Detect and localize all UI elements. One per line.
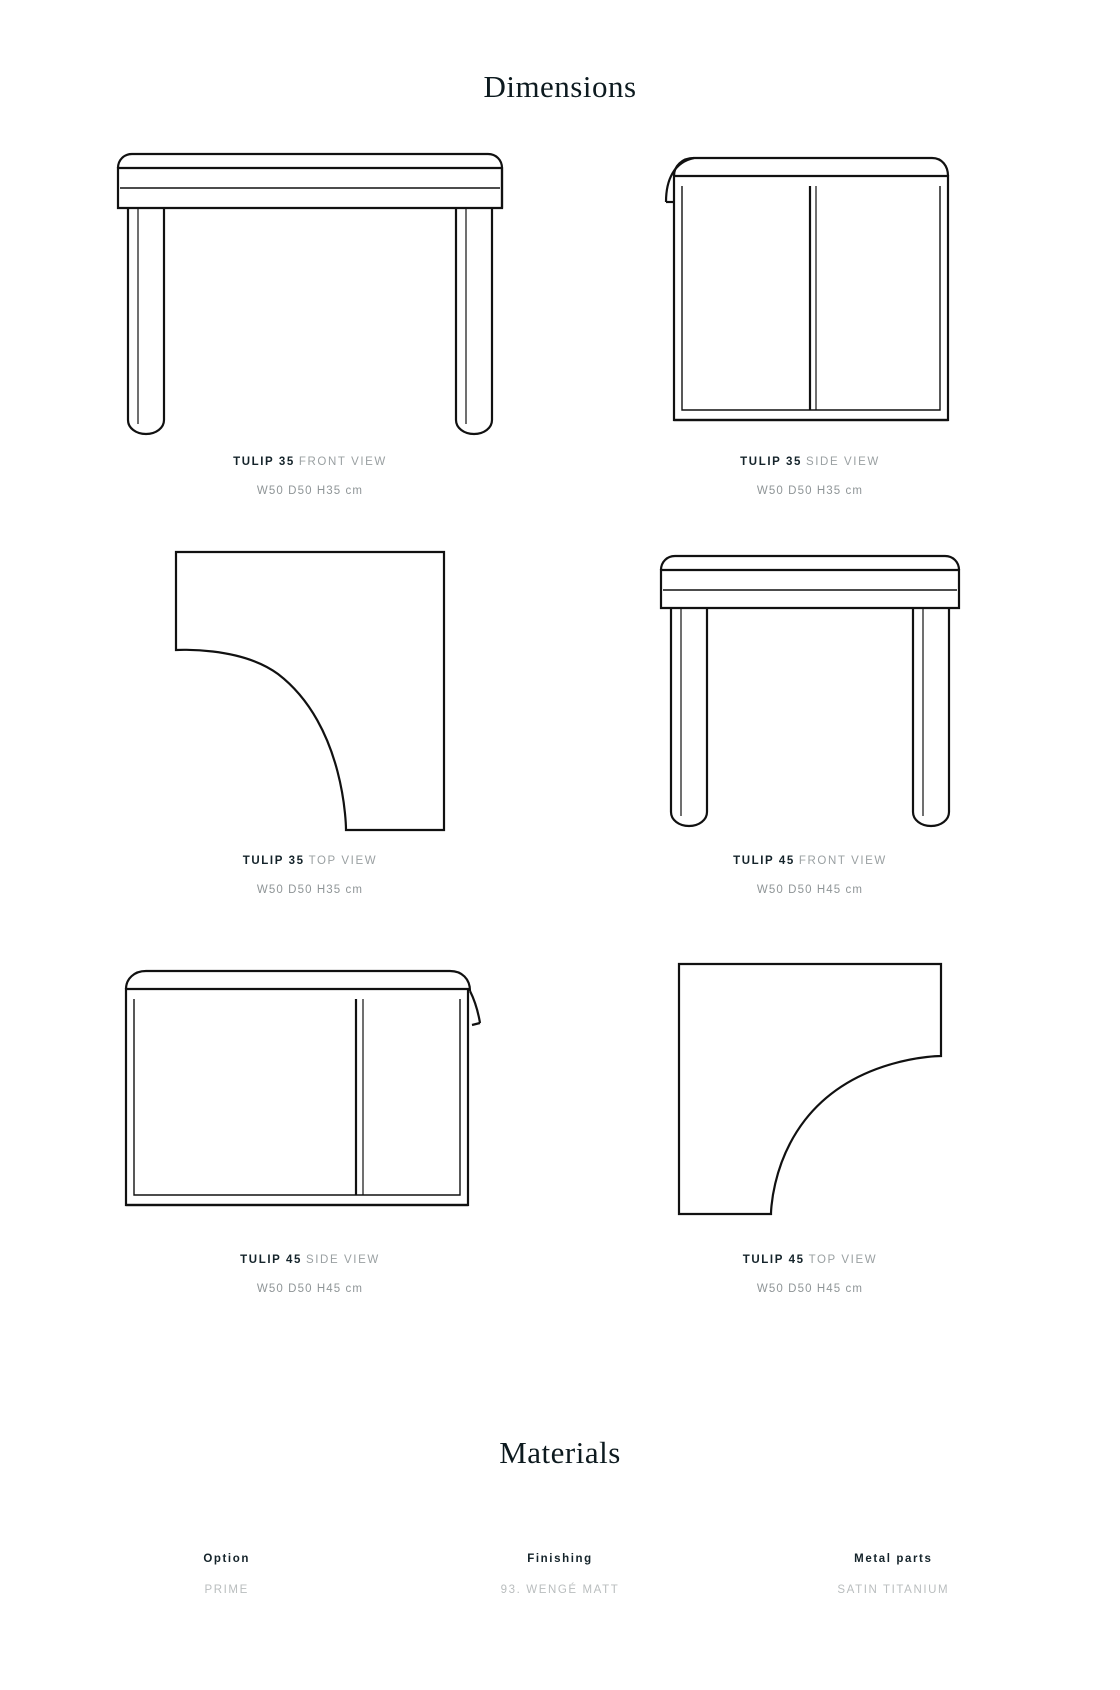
dimensions-section-title: Dimensions bbox=[483, 68, 637, 104]
drawing-tulip-45-side-view bbox=[95, 940, 525, 1240]
materials-value: SATIN TITANIUM bbox=[837, 1584, 950, 1597]
figure-view: SIDE VIEW bbox=[805, 455, 880, 468]
dimension-figure-cell bbox=[60, 142, 560, 541]
dimension-figure-cell bbox=[560, 940, 1060, 1339]
figure-view: FRONT VIEW bbox=[798, 854, 887, 867]
materials-column-option bbox=[60, 1553, 393, 1596]
materials-column-finishing bbox=[393, 1553, 726, 1596]
figure-dimensions: W50 D50 H35 cm bbox=[756, 484, 864, 497]
drawing-tulip-35-front-view bbox=[95, 142, 525, 442]
dimension-figure-cell bbox=[560, 142, 1060, 541]
figure-dimensions: W50 D50 H45 cm bbox=[756, 883, 864, 896]
figure-model: TULIP 45 bbox=[742, 1253, 805, 1266]
figure-model: TULIP 35 bbox=[233, 455, 295, 468]
materials-section-title: Materials bbox=[499, 1434, 621, 1470]
figure-view: SIDE VIEW bbox=[305, 1253, 380, 1266]
materials-column-metal-parts bbox=[727, 1553, 1060, 1596]
figure-model: TULIP 35 bbox=[242, 854, 305, 867]
figure-caption-title bbox=[740, 456, 880, 468]
figure-caption-title bbox=[243, 855, 377, 867]
figure-caption-title bbox=[240, 1254, 380, 1266]
figure-dimensions: W50 D50 H35 cm bbox=[256, 484, 364, 497]
materials-label: Metal parts bbox=[854, 1553, 933, 1566]
materials-value: 93. WENGÉ MATT bbox=[500, 1584, 620, 1597]
drawing-tulip-45-top-view bbox=[595, 940, 1025, 1240]
dimension-figure-cell bbox=[60, 940, 560, 1339]
figure-view: TOP VIEW bbox=[308, 854, 378, 867]
dimension-figure-cell bbox=[560, 541, 1060, 940]
materials-value: PRIME bbox=[204, 1584, 249, 1597]
figure-dimensions: W50 D50 H45 cm bbox=[256, 1282, 364, 1295]
figure-view: FRONT VIEW bbox=[298, 455, 387, 468]
drawing-tulip-35-side-view bbox=[595, 142, 1025, 442]
drawing-tulip-45-front-view bbox=[595, 541, 1025, 841]
figure-dimensions: W50 D50 H35 cm bbox=[256, 883, 364, 896]
figure-caption-title bbox=[733, 855, 887, 867]
drawing-tulip-35-top-view bbox=[95, 541, 525, 841]
dimension-figure-cell bbox=[60, 541, 560, 940]
figure-model: TULIP 45 bbox=[240, 1253, 302, 1266]
figure-dimensions: W50 D50 H45 cm bbox=[756, 1282, 864, 1295]
figure-model: TULIP 45 bbox=[733, 854, 795, 867]
figure-caption-title bbox=[743, 1254, 877, 1266]
materials-label: Finishing bbox=[527, 1553, 593, 1566]
materials-label: Option bbox=[203, 1553, 250, 1566]
figure-caption-title bbox=[233, 456, 387, 468]
dimensions-grid bbox=[60, 126, 1060, 1339]
materials-table bbox=[60, 1491, 1060, 1686]
product-spec-page bbox=[0, 21, 1120, 1690]
figure-model: TULIP 35 bbox=[740, 455, 802, 468]
figure-view: TOP VIEW bbox=[808, 1253, 878, 1266]
